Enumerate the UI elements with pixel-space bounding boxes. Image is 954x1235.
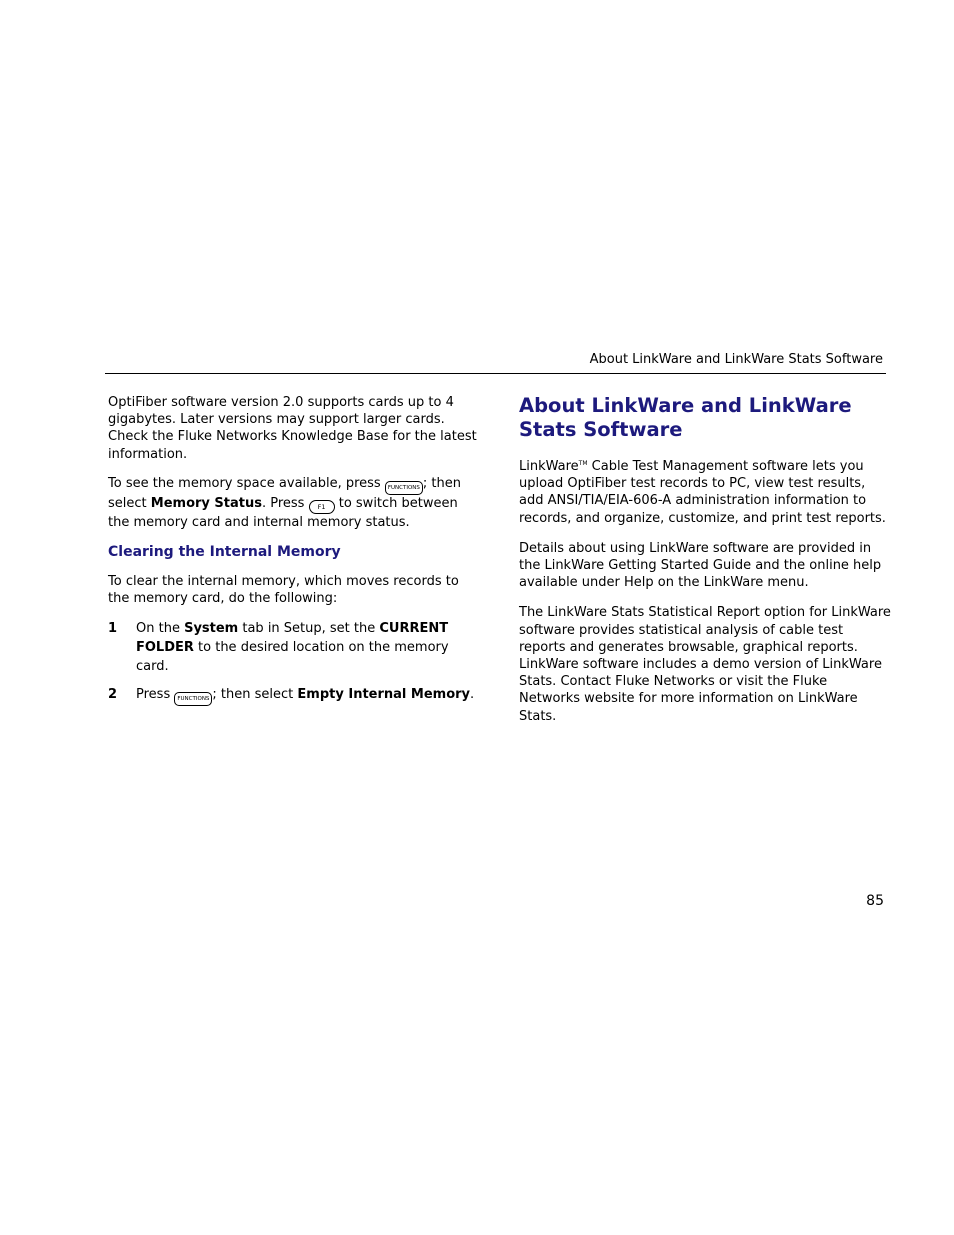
memory-status-paragraph [108,475,480,531]
system-tab-term: System [184,621,239,637]
memory-status-term: Memory Status [150,495,262,511]
linkware-details-paragraph: Details about using LinkWare software are provided in the LinkWare Getting Started Guide and the online help available under Help on the LinkWare menu. [519,540,882,591]
header-rule [105,373,886,374]
left-column [108,394,480,715]
memory-text-4: to switch between the memory card and internal memory status. [108,495,458,530]
steps-list [108,619,480,706]
section-heading: About LinkWare and LinkWare Stats Software [519,394,852,441]
step-number: 2 [108,687,118,703]
step-number: 1 [108,621,118,637]
step-1-text-2: tab in Setup, set the [238,621,380,637]
memory-text-2: ; then select [108,475,461,511]
list-item [108,619,480,676]
step-1-text-1: On the [136,621,185,637]
trademark-symbol: TM [578,460,588,467]
memory-text-1: To see the memory space available, press [108,475,385,491]
functions-key-icon: FUNCTIONS [174,692,212,706]
functions-key-icon: FUNCTIONS [385,481,423,495]
card-support-paragraph: OptiFiber software version 2.0 supports cards up to 4 gigabytes. Later versions may support larger cards. Check the Fluke Networks Knowledge Base for the latest information. [108,395,477,462]
step-1-text-3: to the desired location on the memory card. [136,640,449,675]
running-header: About LinkWare and LinkWare Stats Software [589,352,883,367]
step-text [136,685,480,706]
linkware-stats-paragraph: The LinkWare Stats Statistical Report option for LinkWare software provides statistical analysis of cable test reports and generates browsable, graphical reports. LinkWare software includes a demo version of LinkWare Stats. Contact Fluke Networks or visit the Fluke Networks website for more information on LinkWare Stats. [519,605,891,724]
product-name: LinkWare [519,459,579,474]
step-2-text-1: Press [136,687,175,703]
clear-memory-paragraph: To clear the internal memory, which moves records to the memory card, do the following: [108,574,459,607]
step-2-text-2: ; then select [212,687,298,703]
empty-internal-memory-term: Empty Internal Memory [297,687,471,703]
clearing-memory-subheading: Clearing the Internal Memory [108,544,341,561]
step-text [136,619,480,676]
list-item [108,685,480,706]
intro-text: Cable Test Management software lets you upload OptiFiber test records to PC, view test results, add ANSI/TIA/EIA-606-A administration information to records, and organize, customize, and print test reports. [519,459,886,526]
linkware-intro-paragraph [519,455,891,527]
current-folder-term: CURRENT FOLDER [136,621,449,656]
f1-key-icon: F1 [309,500,335,514]
memory-text-3: . Press [261,495,309,511]
step-2-text-3: . [470,687,475,703]
right-column [519,394,891,725]
page-number: 85 [866,893,884,909]
